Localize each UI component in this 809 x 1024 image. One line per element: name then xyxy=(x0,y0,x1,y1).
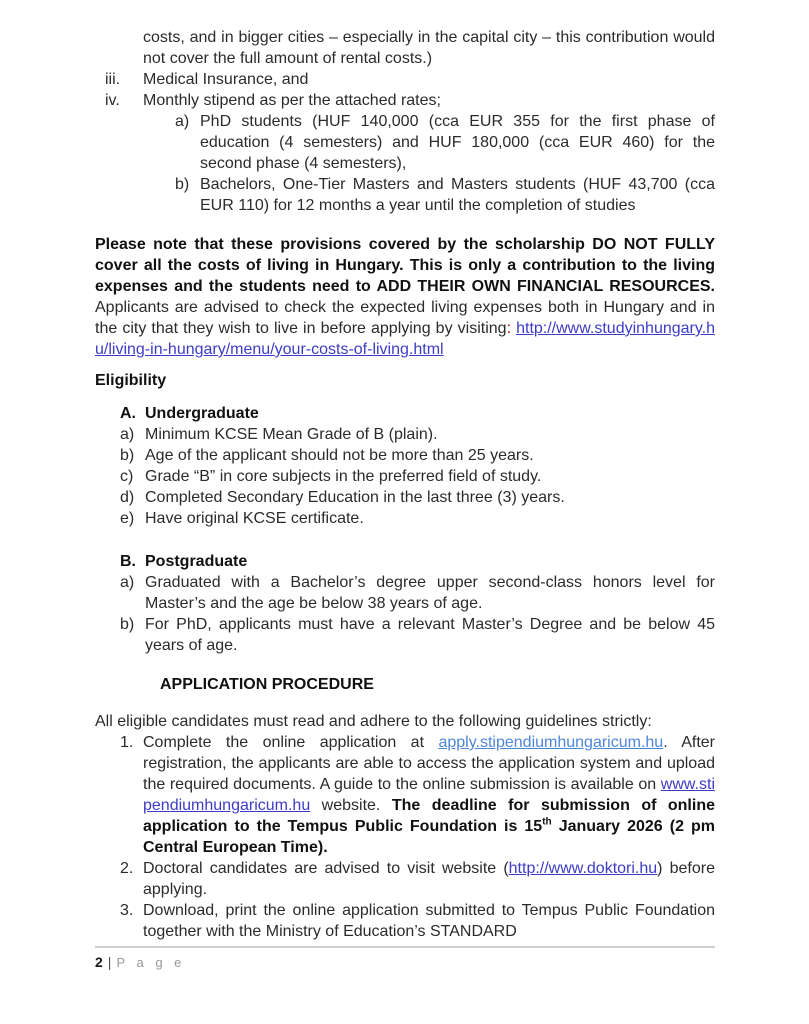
step-marker: 1. xyxy=(120,734,134,751)
step-text-part: ) before applying. xyxy=(143,860,715,898)
postgraduate-heading xyxy=(120,551,715,572)
page-footer xyxy=(95,952,185,973)
list-text: Age of the applicant should not be more than 25 years. xyxy=(145,447,534,464)
list-text: Have original KCSE certificate. xyxy=(145,510,364,527)
doktori-website-link[interactable]: http://www.doktori.hu xyxy=(508,860,658,877)
continuation-paragraph: costs, and in bigger cities – especially in the capital city – this contribution would not cover the full amount of rental costs.) xyxy=(143,29,715,67)
guidelines-intro: All eligible candidates must read and adhere to the following guidelines strictly: xyxy=(95,713,652,730)
step-text xyxy=(143,732,715,858)
note-colon: : xyxy=(506,320,517,337)
section-title: Postgraduate xyxy=(145,553,248,570)
note-paragraph xyxy=(95,234,715,360)
step-text-part: Doctoral candidates are advised to visit website ( xyxy=(143,860,509,877)
list-text: Monthly stipend as per the attached rates; xyxy=(143,92,441,109)
eligibility-heading: Eligibility xyxy=(95,372,167,389)
steps-list xyxy=(95,732,715,942)
list-text: Graduated with a Bachelor’s degree upper second-class honors level for Master’s and the age be below 38 years of age. xyxy=(145,574,715,612)
step-text-part: Complete the online application at xyxy=(143,734,439,751)
list-text: Medical Insurance, and xyxy=(143,71,309,88)
deadline-bold-text: January 2026 (2 pm Central European Time). xyxy=(143,818,716,856)
list-text: Bachelors, One-Tier Masters and Masters students (HUF 43,700 (cca EUR 110) for 12 months a year until the completion of studies xyxy=(200,176,715,214)
postgraduate-section xyxy=(95,551,715,656)
list-text: Minimum KCSE Mean Grade of B (plain). xyxy=(145,426,438,443)
list-marker: b) xyxy=(120,447,135,464)
footer-separator: | xyxy=(107,954,112,970)
list-item xyxy=(175,174,715,216)
step-marker: 2. xyxy=(120,860,134,877)
costs-of-living-link[interactable]: http://www.studyinhungary.hu/living-in-hungary/menu/your-costs-of-living.html xyxy=(95,320,716,358)
footer-label: P a g e xyxy=(116,955,186,970)
step-item xyxy=(120,732,715,858)
list-item xyxy=(120,572,715,614)
list-marker: a) xyxy=(175,113,190,130)
list-marker: iv. xyxy=(105,92,120,109)
list-marker: b) xyxy=(120,616,135,633)
list-item xyxy=(120,424,715,445)
list-text: PhD students (HUF 140,000 (cca EUR 355 for the first phase of education (4 semesters) and HUF 180,000 (cca EUR 460) for the second phase (4 semesters), xyxy=(200,113,715,172)
step-item xyxy=(120,858,715,900)
page-number: 2 xyxy=(95,954,103,970)
footer-divider xyxy=(95,946,715,948)
undergraduate-heading xyxy=(120,403,715,424)
application-procedure-heading: APPLICATION PROCEDURE xyxy=(160,676,374,693)
step-text-part: website. xyxy=(310,797,392,814)
list-text: Grade “B” in core subjects in the preferred field of study. xyxy=(145,468,542,485)
list-item xyxy=(120,508,715,529)
step-text-part: . After registration, the applicants are able to access the application system and upload the required documents. A guide to the online submission is available on xyxy=(143,734,715,793)
list-marker: iii. xyxy=(105,71,121,88)
step-text xyxy=(143,858,715,900)
undergraduate-section xyxy=(95,403,715,529)
list-marker: b) xyxy=(175,176,190,193)
roman-list xyxy=(95,69,715,111)
list-marker: a) xyxy=(120,426,135,443)
step-marker: 3. xyxy=(120,902,134,919)
step-text: Download, print the online application submitted to Tempus Public Foundation together with the Ministry of Education’s STANDARD xyxy=(143,902,715,940)
list-text: Completed Secondary Education in the last three (3) years. xyxy=(145,489,565,506)
section-marker: A. xyxy=(120,405,136,422)
list-item xyxy=(105,69,715,90)
section-title: Undergraduate xyxy=(145,405,259,422)
list-marker: e) xyxy=(120,510,135,527)
stipendium-website-link[interactable]: www.stipendiumhungaricum.hu xyxy=(143,776,715,814)
note-bold-text: Please note that these provisions covered by the scholarship DO NOT FULLY cover all the costs of living in Hungary. This is only a contribution to the living expenses and the students need to ADD THEIR OWN FINANCIAL RESOURCES. xyxy=(95,236,715,295)
list-item xyxy=(175,111,715,174)
ordinal-superscript: th xyxy=(542,816,552,828)
list-item xyxy=(120,445,715,466)
stipend-list xyxy=(95,111,715,216)
apply-portal-link[interactable]: apply.stipendiumhungaricum.hu xyxy=(438,734,664,751)
list-item xyxy=(120,487,715,508)
list-item xyxy=(120,466,715,487)
list-item xyxy=(120,614,715,656)
list-marker: d) xyxy=(120,489,135,506)
list-item xyxy=(105,90,715,111)
list-text: For PhD, applicants must have a relevant Master’s Degree and be below 45 years of age. xyxy=(145,616,715,654)
step-item xyxy=(120,900,715,942)
note-regular-text: Applicants are advised to check the expected living expenses both in Hungary and in the city that they wish to live in before applying by visiting xyxy=(95,299,715,337)
section-marker: B. xyxy=(120,553,136,570)
list-marker: c) xyxy=(120,468,134,485)
deadline-bold-text: The deadline for submission of online application to the Tempus Public Foundation is 15 xyxy=(143,797,715,835)
list-marker: a) xyxy=(120,574,135,591)
